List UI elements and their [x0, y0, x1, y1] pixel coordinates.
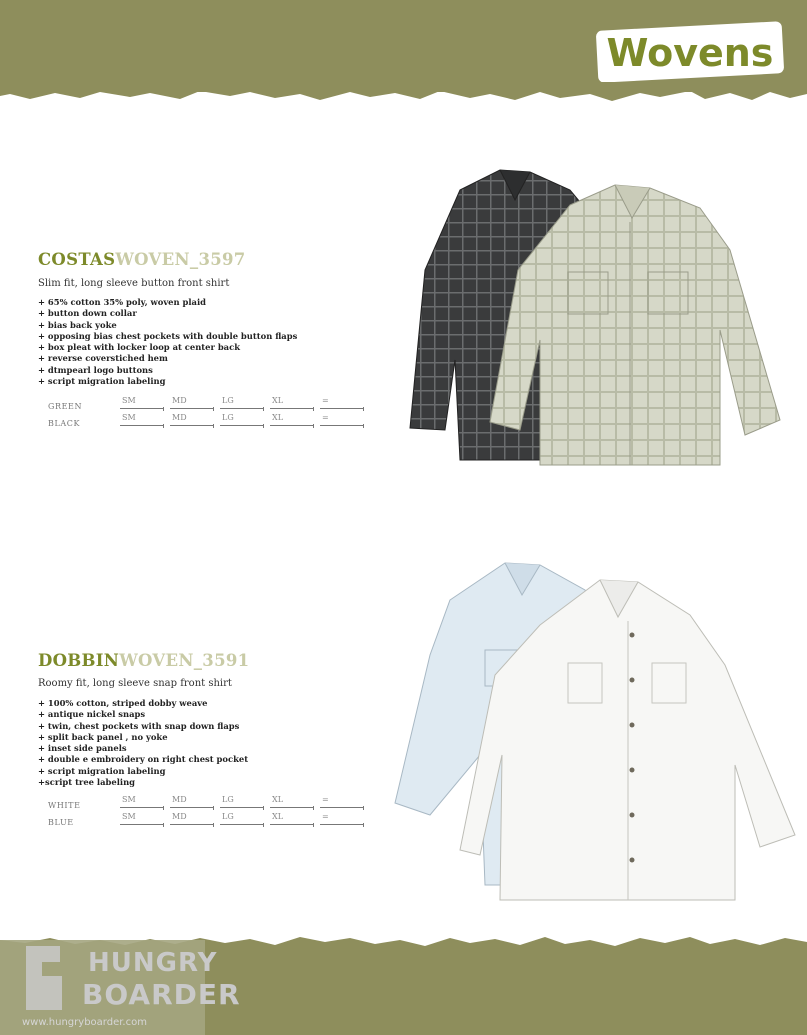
size-cell: SM — [120, 814, 164, 825]
feature-item: + opposing bias chest pockets with double button flaps — [38, 330, 298, 341]
hungry-boarder-logo-icon — [20, 942, 72, 1014]
size-cell: = — [320, 398, 364, 409]
product-model: WOVEN_3591 — [119, 651, 250, 670]
color-label: GREEN — [48, 402, 83, 411]
size-cell: MD — [170, 797, 214, 808]
feature-item: + double e embroidery on right chest pocket — [38, 754, 249, 765]
feature-item: + box pleat with locker loop at center back — [38, 342, 241, 353]
feature-item: + 65% cotton 35% poly, woven plaid — [38, 297, 207, 307]
product-name: COSTAS — [38, 250, 116, 269]
size-cell: XL — [270, 415, 314, 426]
product-title-dobbin — [38, 651, 249, 670]
feature-item: + script migration labeling — [38, 376, 166, 387]
feature-item: + button down collar — [38, 308, 137, 319]
footer-logo-line2: BOARDER — [82, 978, 241, 1011]
product-name: DOBBIN — [38, 651, 120, 670]
feature-item: + antique nickel snaps — [38, 709, 146, 720]
feature-item: + dtmpearl logo buttons — [38, 364, 153, 375]
wovens-logo-text: Wovens — [606, 31, 774, 75]
dobbin-shirts-photo — [390, 555, 800, 905]
footer-logo-line1: HUNGRY — [88, 948, 218, 978]
feature-list — [38, 698, 248, 788]
product-subtitle: Slim fit, long sleeve button front shirt — [38, 278, 230, 289]
size-cell: = — [320, 814, 364, 825]
size-cell: LG — [220, 415, 264, 426]
size-cell: LG — [220, 398, 264, 409]
size-cell: MD — [170, 814, 214, 825]
color-label: BLACK — [48, 419, 81, 428]
footer-url: www.hungryboarder.com — [22, 1017, 147, 1028]
product-model: WOVEN_3597 — [115, 250, 246, 269]
header-brush-edge — [0, 84, 807, 108]
feature-item: + bias back yoke — [38, 319, 117, 330]
costas-shirts-photo — [400, 160, 800, 480]
size-cell: LG — [220, 797, 264, 808]
color-label: BLUE — [48, 818, 74, 827]
size-cell: SM — [120, 797, 164, 808]
size-cell: XL — [270, 797, 314, 808]
size-cell: MD — [170, 398, 214, 409]
feature-item: + script migration labeling — [38, 765, 166, 776]
feature-item: + reverse coverstiched hem — [38, 353, 168, 364]
size-cell: XL — [270, 814, 314, 825]
size-cell: SM — [120, 415, 164, 426]
wovens-logo — [595, 20, 785, 82]
color-label: WHITE — [48, 801, 81, 810]
size-cell: XL — [270, 398, 314, 409]
size-cell: = — [320, 415, 364, 426]
feature-item: + inset side panels — [38, 743, 127, 754]
size-cell: SM — [120, 398, 164, 409]
feature-item: + split back panel , no yoke — [38, 731, 168, 742]
size-cell: LG — [220, 814, 264, 825]
size-cell: = — [320, 797, 364, 808]
size-cell: MD — [170, 415, 214, 426]
feature-item: +script tree labeling — [38, 777, 136, 788]
product-subtitle: Roomy fit, long sleeve snap front shirt — [38, 678, 232, 689]
feature-item: + twin, chest pockets with snap down flaps — [38, 720, 240, 731]
feature-item: + 100% cotton, striped dobby weave — [38, 698, 208, 708]
product-title-costas — [38, 250, 246, 269]
feature-list — [38, 297, 297, 387]
